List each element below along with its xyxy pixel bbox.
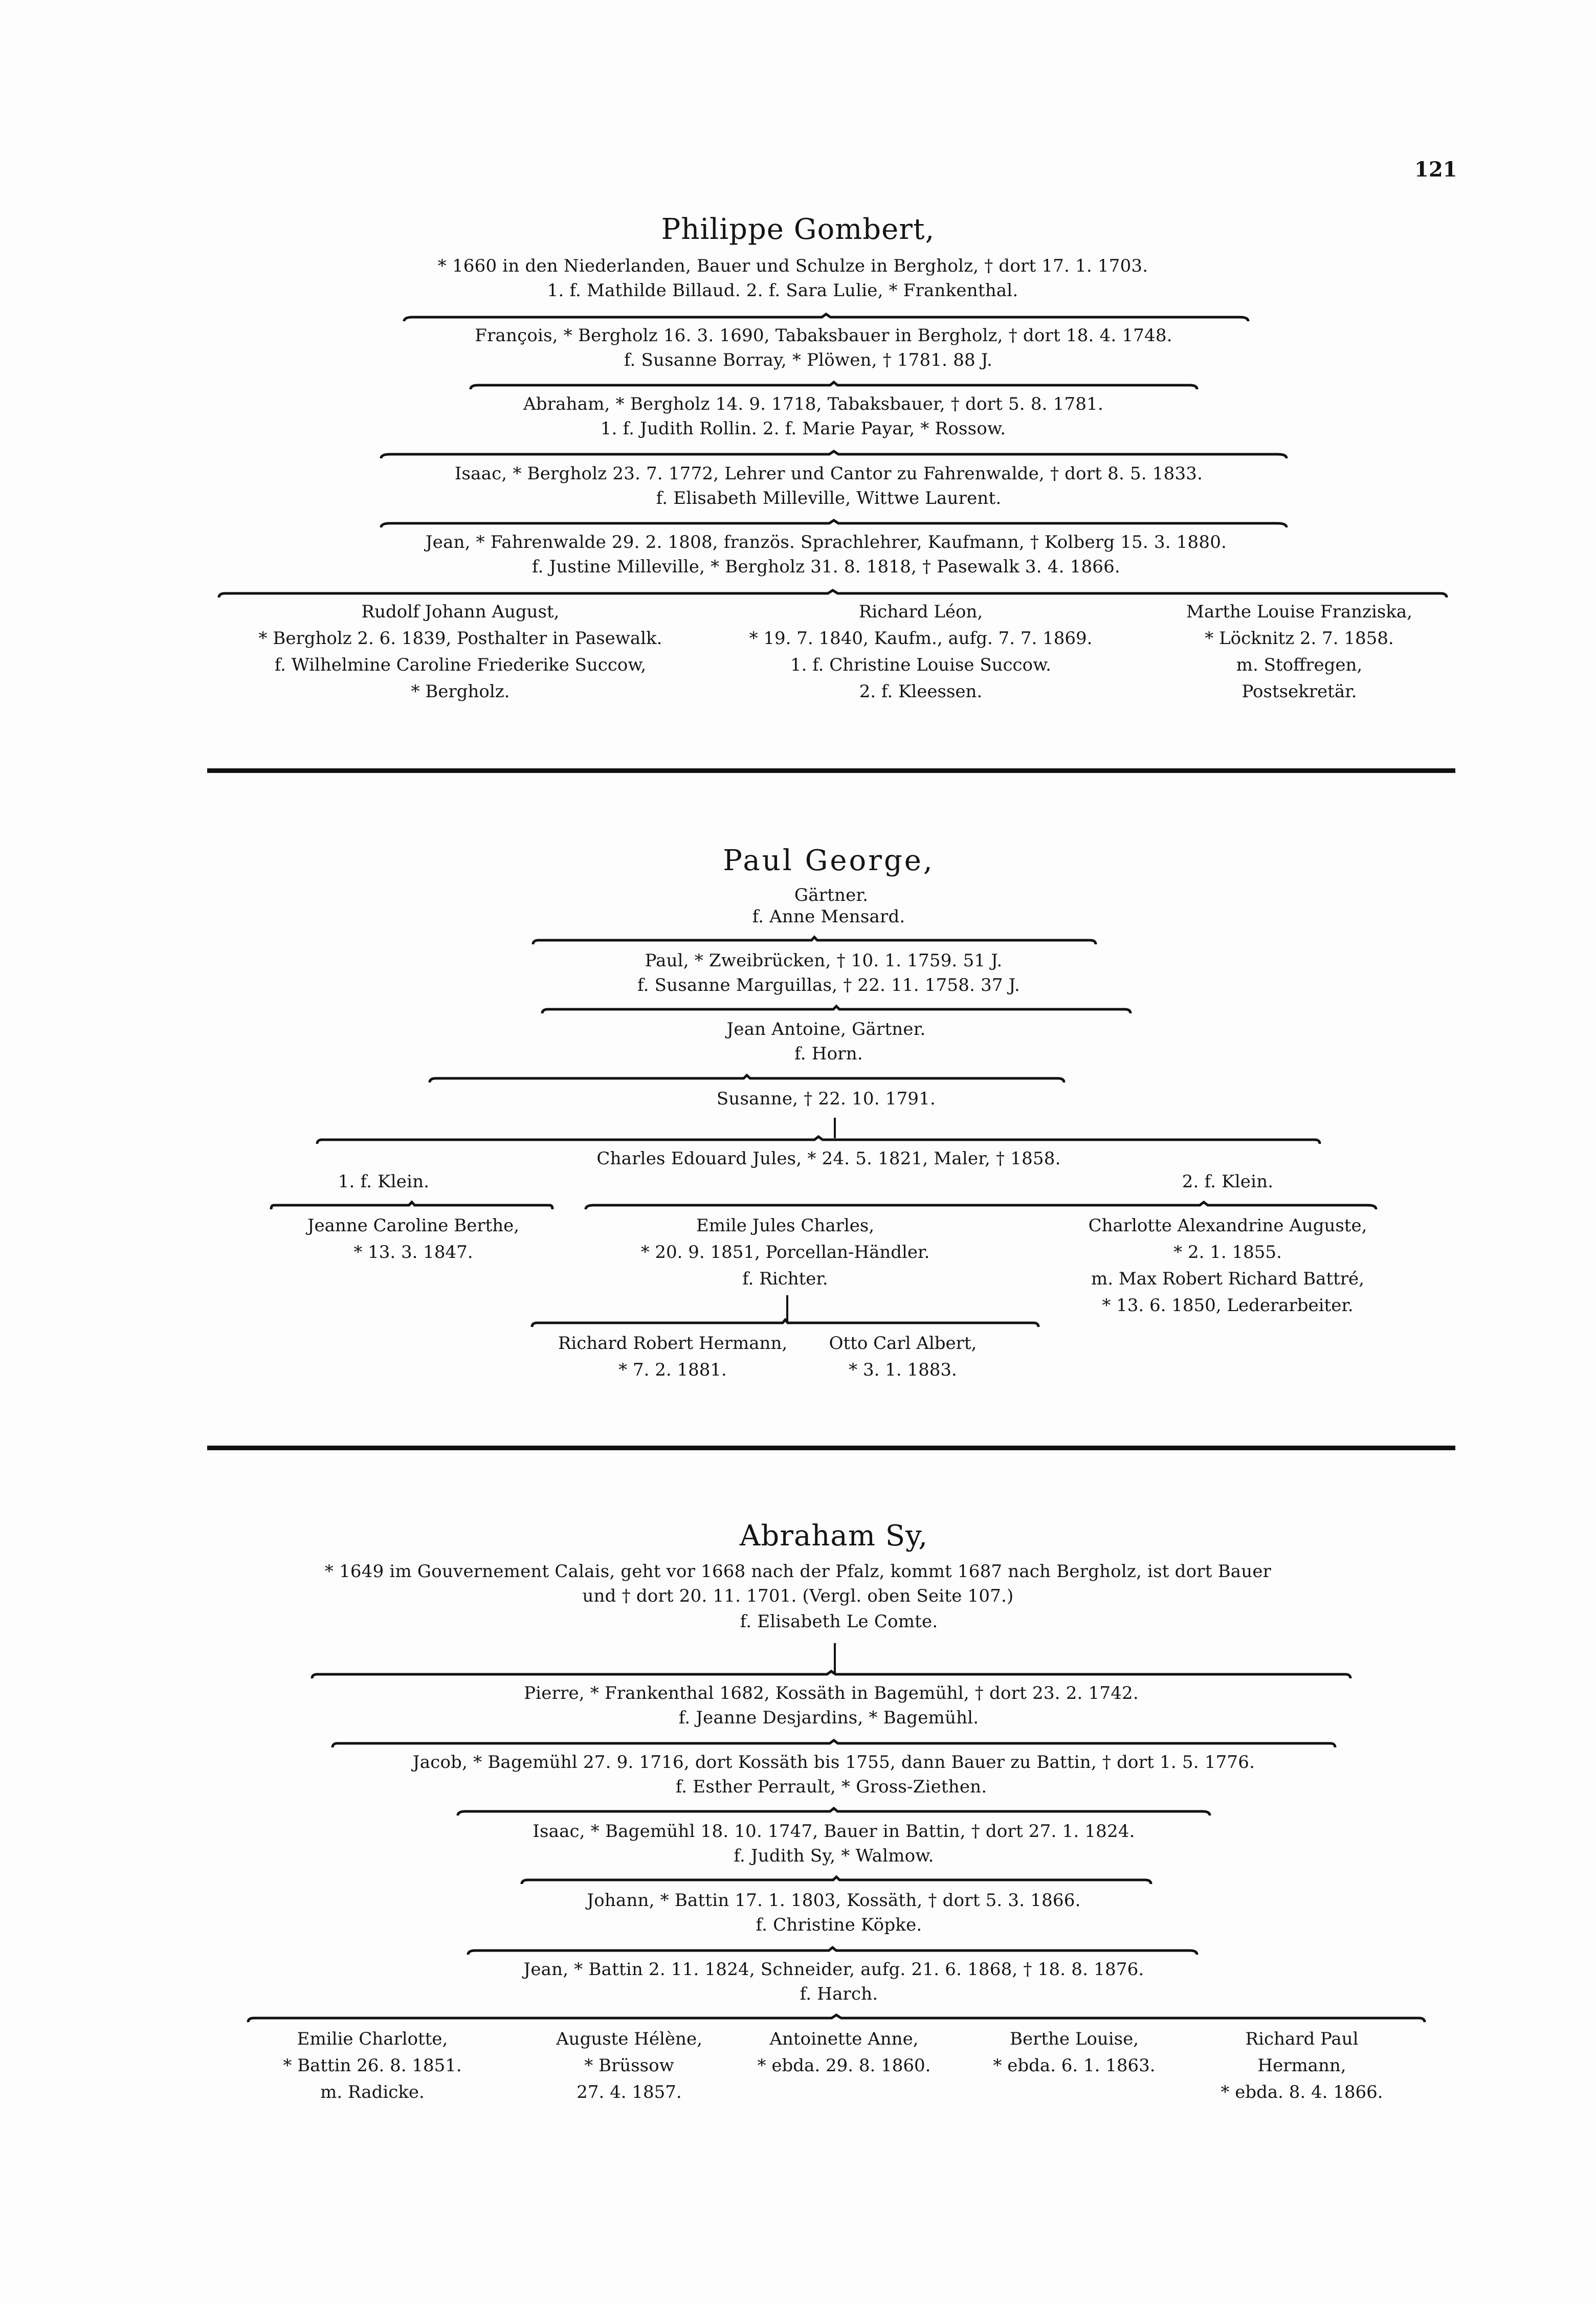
child-charlotte-alexandrine: Charlotte Alexandrine Auguste, * 2. 1. 1855. m. Max Robert Richard Battré, * 13. 6. 1850, Lederarbeiter. xyxy=(1088,1215,1367,1316)
generation-jean: Jean, * Fahrenwalde 29. 2. 1808, französ. Sprachlehrer, Kaufmann, † Kolberg 15. 3. 1880. xyxy=(425,532,1227,552)
generation-abraham-spouses: 1. f. Judith Rollin. 2. f. Marie Payar, * Rossow. xyxy=(600,418,1006,439)
descent-bracket xyxy=(219,589,1447,597)
descent-bracket xyxy=(381,450,1287,458)
ancestor-spouses: 1. f. Mathilde Billaud. 2. f. Sara Lulie, * Frankenthal. xyxy=(547,280,1018,301)
generation-pierre-spouse: f. Jeanne Desjardins, * Bagemühl. xyxy=(678,1708,979,1728)
generation-francois: François, * Bergholz 16. 3. 1690, Tabaksbauer in Bergholz, † dort 18. 4. 1748. xyxy=(475,325,1172,346)
generation-johann-spouse: f. Christine Köpke. xyxy=(756,1915,922,1935)
descent-line xyxy=(786,1295,788,1322)
generation-isaac: Isaac, * Bergholz 23. 7. 1772, Lehrer und Cantor zu Fahrenwalde, † dort 8. 5. 1833. xyxy=(454,463,1203,484)
ancestor-spouse: f. Anne Mensard. xyxy=(752,906,905,927)
generation-paul: Paul, * Zweibrücken, † 10. 1. 1759. 51 J. xyxy=(645,950,1003,971)
descent-line xyxy=(834,1118,836,1138)
child-richard-leon: Richard Léon, * 19. 7. 1840, Kaufm., aufg. 7. 7. 1869. 1. f. Christine Louise Succow. 2. f. Kleessen. xyxy=(749,602,1093,702)
child-marthe: Marthe Louise Franziska, * Löcknitz 2. 7. 1858. m. Stoffregen, Postsekretär. xyxy=(1186,602,1412,702)
child-rudolf: Rudolf Johann August, * Bergholz 2. 6. 1839, Posthalter in Pasewalk. f. Wilhelmine Caroline Friederike Succow, * Bergholz. xyxy=(258,602,662,702)
descent-bracket xyxy=(532,1319,1038,1327)
generation-jean-antoine-spouse: f. Horn. xyxy=(794,1044,863,1064)
descent-bracket xyxy=(586,1201,1376,1209)
generation-johann: Johann, * Battin 17. 1. 1803, Kossäth, † dort 5. 3. 1866. xyxy=(587,1890,1081,1911)
section-title: Philippe Gombert, xyxy=(661,213,935,246)
first-wife: 1. f. Klein. xyxy=(338,1171,430,1192)
descent-bracket xyxy=(471,381,1197,389)
descent-bracket xyxy=(533,936,1096,944)
ancestor-details: * 1660 in den Niederlanden, Bauer und Schulze in Bergholz, † dort 17. 1. 1703. xyxy=(437,256,1148,276)
ancestor-occupation: Gärtner. xyxy=(794,885,869,905)
section-title: Abraham Sy, xyxy=(739,1519,928,1553)
section-divider xyxy=(207,768,1455,773)
generation-abraham: Abraham, * Bergholz 14. 9. 1718, Tabaksbauer, † dort 5. 8. 1781. xyxy=(523,394,1104,414)
page-number: 121 xyxy=(1414,158,1457,182)
generation-isaac: Isaac, * Bagemühl 18. 10. 1747, Bauer in Battin, † dort 27. 1. 1824. xyxy=(533,1821,1135,1842)
child-auguste-helene: Auguste Hélène, * Brüssow 27. 4. 1857. xyxy=(556,2029,702,2102)
descent-bracket xyxy=(381,519,1287,527)
section-title: Paul George, xyxy=(723,844,935,877)
generation-charles-edouard: Charles Edouard Jules, * 24. 5. 1821, Maler, † 1858. xyxy=(596,1148,1061,1169)
child-richard-paul: Richard Paul Hermann, * ebda. 8. 4. 1866. xyxy=(1221,2029,1383,2102)
descent-bracket xyxy=(458,1807,1210,1815)
descent-bracket xyxy=(522,1876,1151,1884)
child-jeanne-caroline: Jeanne Caroline Berthe, * 13. 3. 1847. xyxy=(307,1215,520,1262)
generation-jean-antoine: Jean Antoine, Gärtner. xyxy=(726,1019,926,1039)
generation-susanne: Susanne, † 22. 10. 1791. xyxy=(716,1089,936,1109)
section-divider xyxy=(207,1446,1455,1450)
child-berthe-louise: Berthe Louise, * ebda. 6. 1. 1863. xyxy=(993,2029,1156,2076)
generation-jean-spouse: f. Justine Milleville, * Bergholz 31. 8. 1818, † Pasewalk 3. 4. 1866. xyxy=(532,557,1120,577)
generation-jacob-spouse: f. Esther Perrault, * Gross-Ziethen. xyxy=(675,1777,987,1797)
descent-bracket xyxy=(271,1201,552,1209)
ancestor-death: und † dort 20. 11. 1701. (Vergl. oben Seite 107.) xyxy=(582,1586,1014,1606)
descent-bracket xyxy=(542,1005,1130,1013)
descent-bracket xyxy=(404,313,1248,321)
grandchild-richard-robert: Richard Robert Hermann, * 7. 2. 1881. xyxy=(558,1333,788,1380)
descent-bracket xyxy=(248,2014,1425,2022)
descent-bracket xyxy=(312,1670,1350,1678)
ancestor-details: * 1649 im Gouvernement Calais, geht vor 1668 nach der Pfalz, kommt 1687 nach Bergholz, ist dort Bauer xyxy=(324,1561,1272,1582)
generation-pierre: Pierre, * Frankenthal 1682, Kossäth in Bagemühl, † dort 23. 2. 1742. xyxy=(524,1683,1139,1703)
generation-paul-spouse: f. Susanne Marguillas, † 22. 11. 1758. 37 J. xyxy=(637,975,1020,995)
generation-jean: Jean, * Battin 2. 11. 1824, Schneider, aufg. 21. 6. 1868, † 18. 8. 1876. xyxy=(523,1959,1144,1980)
generation-isaac-spouse: f. Judith Sy, * Walmow. xyxy=(734,1846,934,1866)
descent-bracket xyxy=(430,1074,1064,1082)
child-emile-jules: Emile Jules Charles, * 20. 9. 1851, Porcellan-Händler. f. Richter. xyxy=(640,1215,930,1289)
generation-jean-spouse: f. Harch. xyxy=(800,1984,878,2004)
generation-isaac-spouse: f. Elisabeth Milleville, Wittwe Laurent. xyxy=(656,488,1002,508)
descent-bracket xyxy=(468,1946,1197,1955)
generation-jacob: Jacob, * Bagemühl 27. 9. 1716, dort Kossäth bis 1755, dann Bauer zu Battin, † dort 1. 5. 1776. xyxy=(412,1752,1255,1773)
grandchild-otto-carl: Otto Carl Albert, * 3. 1. 1883. xyxy=(829,1333,977,1380)
child-antoinette-anne: Antoinette Anne, * ebda. 29. 8. 1860. xyxy=(757,2029,931,2076)
descent-bracket xyxy=(317,1136,1320,1144)
ancestor-spouse: f. Elisabeth Le Comte. xyxy=(740,1611,938,1632)
generation-francois-spouse: f. Susanne Borray, * Plöwen, † 1781. 88 J. xyxy=(624,350,993,370)
child-emilie-charlotte: Emilie Charlotte, * Battin 26. 8. 1851. m. Radicke. xyxy=(283,2029,462,2102)
second-wife: 2. f. Klein. xyxy=(1182,1171,1274,1192)
descent-bracket xyxy=(332,1739,1335,1747)
